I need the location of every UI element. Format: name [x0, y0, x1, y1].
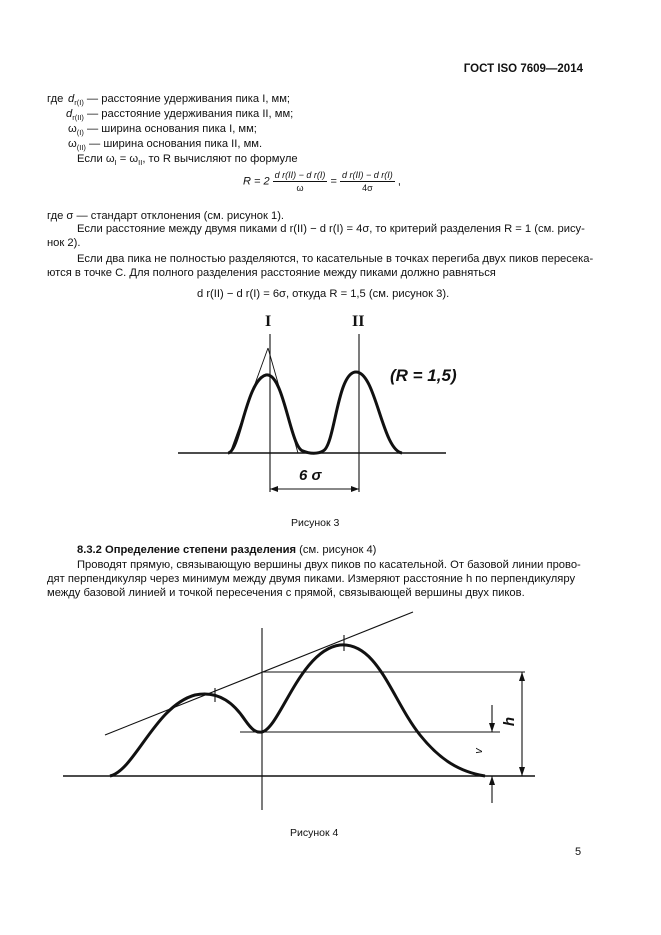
definition-subscript: r(II): [72, 113, 84, 122]
paragraph-2-line-2: ются в точке С. Для полного разделения расстояние между пиками должно равняться: [47, 267, 496, 279]
tangent-line: [230, 348, 268, 453]
definition-text: — ширина основания пика I, мм;: [86, 123, 257, 135]
figure-3-caption: Рисунок 3: [291, 517, 340, 529]
definition-subscript: r(I): [74, 98, 84, 107]
section-line-2: дят перпендикуляр через минимум между двумя пиками. Измеряют расстояние h по перпендикуляру: [47, 573, 576, 585]
formula-lhs: R = 2: [243, 175, 270, 188]
arrow-head: [489, 776, 495, 785]
section-line-3: между базовой линией и точкой пересечения с прямой, связывающей вершины двух пиков.: [47, 587, 525, 599]
definitions-lead: где: [47, 93, 64, 105]
definition-text: — расстояние удерживания пика I, мм;: [86, 93, 291, 105]
chromatogram-peaks: [228, 372, 402, 453]
condition-text: , то R вычисляют по формуле: [142, 153, 298, 165]
condition-text: = ω: [116, 153, 139, 165]
condition-subscript: I: [114, 158, 117, 167]
arrow-head: [519, 767, 525, 776]
formula-equals: =: [330, 175, 337, 188]
arrow-head: [270, 486, 278, 492]
peak-connecting-line: [105, 612, 413, 735]
section-title: 8.3.2 Определение степени разделения: [77, 544, 297, 556]
condition-subscript: II: [138, 158, 143, 167]
formula-denominator: ω: [296, 183, 304, 193]
paragraph-2-line-1: Если два пика не полностью разделяются, то касательные в точках перегиба двух пиков пересека-: [77, 253, 594, 265]
section-ref: (см. рисунок 4): [296, 544, 377, 556]
formula-tail: ,: [397, 175, 401, 188]
definition-symbol: ω: [68, 123, 77, 135]
page-number: 5: [575, 846, 582, 858]
peak-label-I: I: [265, 313, 272, 330]
sigma-definition: где σ — стандарт отклонения (см. рисунок 1).: [47, 210, 285, 222]
figure-4-caption: Рисунок 4: [290, 827, 339, 839]
arrow-head: [351, 486, 359, 492]
paragraph-1-line-1: Если расстояние между двумя пиками d r(II) − d r(I) = 4σ, то критерий разделения R = 1 (см. рису-: [77, 223, 585, 235]
condition-text: Если ω: [77, 153, 115, 165]
section-line-1: Проводят прямую, связывающую вершины двух пиков по касательной. От базовой линии прово-: [77, 559, 581, 571]
label-h: h: [501, 716, 519, 727]
definition-text: — расстояние удерживания пика II, мм;: [87, 108, 294, 120]
definition-symbol: d: [68, 93, 75, 105]
definition-symbol: ω: [68, 138, 77, 150]
arrow-head: [519, 672, 525, 681]
definition-subscript: (II): [76, 143, 86, 152]
definition-subscript: (I): [76, 128, 84, 137]
dimension-label: 6 σ: [299, 467, 322, 484]
definition-symbol: d: [66, 108, 73, 120]
arrow-head: [489, 723, 495, 732]
section-heading: [77, 543, 376, 557]
separation-equation: d r(II) − d r(I) = 6σ, откуда R = 1,5 (см. рисунок 3).: [197, 288, 450, 300]
peak-label-II: II: [352, 313, 365, 330]
label-v: v: [472, 748, 485, 754]
document-header: ГОСТ ISO 7609—2014: [463, 63, 583, 75]
tangent-line: [268, 348, 298, 453]
formula-numerator: d r(II) − d r(I): [342, 170, 393, 180]
formula-numerator: d r(II) − d r(I): [274, 170, 326, 180]
paragraph-1-line-2: нок 2).: [47, 237, 81, 249]
formula-denominator: 4σ: [362, 183, 373, 193]
definition-text: — ширина основания пика II, мм.: [89, 138, 263, 150]
resolution-annotation: (R = 1,5): [390, 366, 457, 385]
